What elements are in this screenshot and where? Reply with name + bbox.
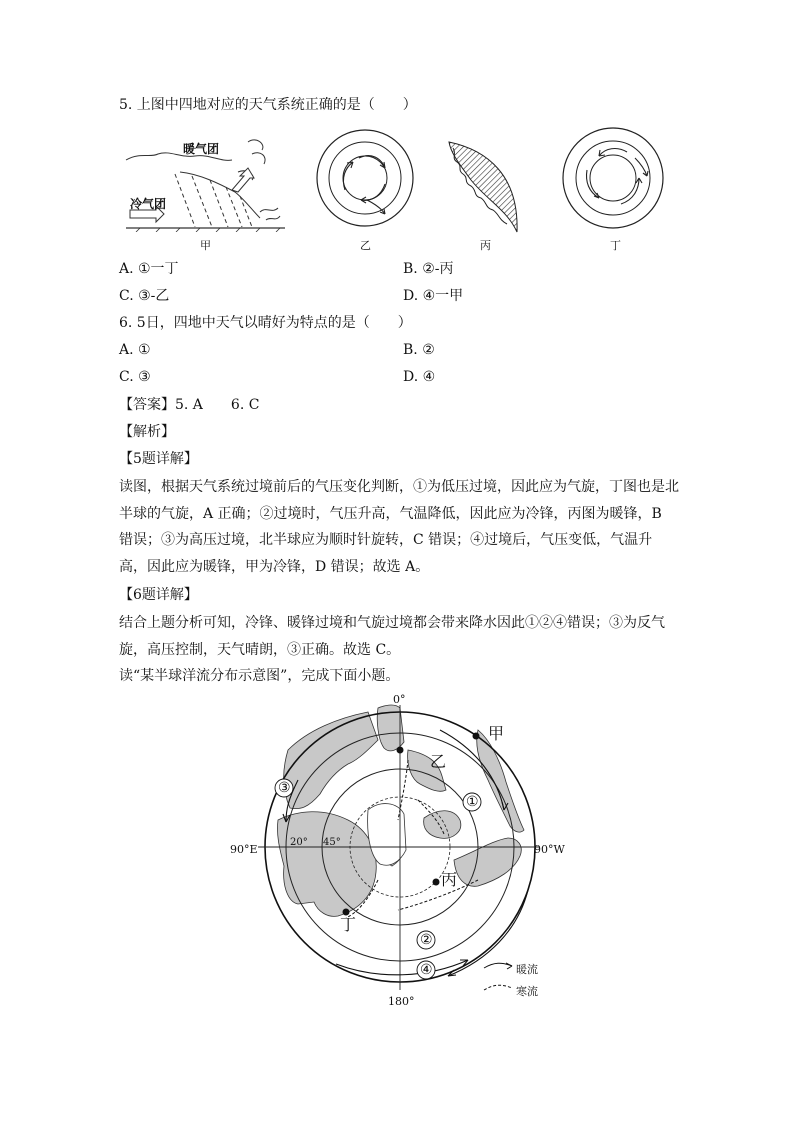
caption-ding: 丁 — [610, 239, 621, 252]
detail6-text: 结合上题分析可知，冷锋、暖锋过境和气旋过境都会带来降水因此①②④错误；③为反气旋，高压控制，天气晴朗，③正确。故选 C。 — [119, 615, 665, 658]
analysis-title: 【解析】 — [119, 424, 175, 440]
current-2: ② — [420, 932, 433, 948]
q6-option-a: A. ① — [119, 342, 151, 358]
current-3: ③ — [278, 780, 291, 796]
q5-option-b: B. ②-丙 — [403, 261, 454, 277]
warm-air-label: 暖气团 — [183, 142, 220, 156]
q5-stem: 5. 上图中四地对应的天气系统正确的是（ ） — [119, 97, 417, 113]
legend-warm: 暖流 — [516, 963, 538, 976]
q6-stem: 6. 5日，四地中天气以晴好为特点的是（ ） — [119, 315, 412, 331]
current-1: ① — [466, 794, 479, 810]
place-jia: 甲 — [488, 724, 505, 743]
place-yi: 乙 — [430, 752, 447, 771]
q6-option-b: B. ② — [403, 342, 435, 358]
lon-bottom-label: 180° — [388, 995, 415, 1008]
lon-top-label: 0° — [393, 693, 406, 706]
q6-option-d: D. ④ — [403, 369, 436, 385]
caption-jia: 甲 — [200, 239, 211, 252]
place-bing: 丙 — [441, 870, 458, 889]
q5-option-c: C. ③-乙 — [119, 288, 170, 304]
q5-option-a: A. ①一丁 — [119, 261, 179, 277]
lon-left-label: 90°E — [230, 843, 258, 856]
cold-air-label: 冷气团 — [130, 197, 167, 211]
place-ding: 丁 — [340, 915, 357, 934]
current-4: ④ — [420, 962, 433, 978]
caption-yi: 乙 — [360, 239, 371, 252]
q6-option-c: C. ③ — [119, 369, 151, 385]
detail5-title: 【5题详解】 — [119, 451, 198, 467]
detail5-text: 读图，根据天气系统过境前后的气压变化判断，①为低压过境，因此应为气旋，丁图也是北半球的气旋，A 正确；②过境时，气压升高，气温降低，因此应为冷锋，丙图为暖锋，B 错误；③为高压过境，北半球应为顺时针旋转，C 错误；④过境后，气压变低，气温升高，因此应为暖锋，甲为冷锋，D 错误；故选 A。 — [119, 479, 679, 575]
detail6-title: 【6题详解】 — [119, 587, 198, 603]
figure-yi-anticyclone — [315, 128, 415, 228]
figure-bing-front — [447, 140, 522, 235]
answer: 【答案】5. A 6. C — [119, 397, 260, 413]
figure-ding-cyclone — [561, 126, 665, 230]
map-intro: 读“某半球洋流分布示意图”，完成下面小题。 — [119, 668, 400, 684]
q5-option-d: D. ④一甲 — [403, 288, 464, 304]
caption-bing: 丙 — [480, 239, 491, 252]
lon-right-label: 90°W — [534, 843, 565, 856]
lat-45-label: 45° — [323, 837, 341, 848]
lat-20-label: 20° — [290, 837, 308, 848]
legend-cold: 寒流 — [516, 985, 538, 998]
